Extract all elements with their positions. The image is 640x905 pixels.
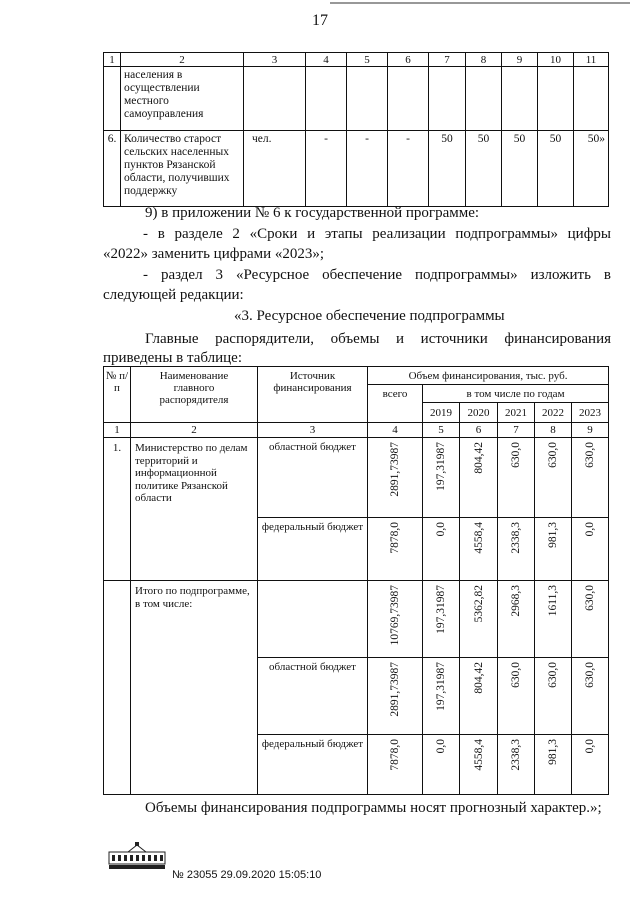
col-num: 9 (502, 53, 538, 67)
col-num: 3 (258, 423, 368, 438)
col-num: 3 (244, 53, 306, 67)
paragraph: приведены в таблице: (103, 350, 243, 366)
value-2023: 630,0 (584, 442, 597, 468)
document-registration-number: № 23055 29.09.2020 15:05:10 (172, 869, 322, 881)
value-2020: 804,42 (472, 442, 485, 474)
column-number-row (104, 423, 609, 438)
col-num: 1 (104, 53, 121, 67)
col-num: 11 (574, 53, 609, 67)
header-volume: Объем финансирования, тыс. руб. (368, 367, 609, 385)
value-total: 7878,0 (389, 739, 401, 771)
value-2022: 630,0 (547, 662, 559, 688)
value-cell: 50 (502, 131, 538, 207)
row-number: 6. (104, 131, 121, 207)
building-stamp-icon (108, 842, 166, 870)
value-2021: 2968,3 (510, 585, 522, 617)
paragraph: - в разделе 2 «Сроки и этапы реализации подпрограммы» цифры (143, 226, 611, 242)
value-2021: 2338,3 (510, 522, 522, 554)
distributor-name: Министерство по делам территорий и информационной политике Рязанской области (131, 438, 258, 581)
header-source: Источник финансирования (258, 367, 368, 423)
value-2021: 2338,3 (510, 739, 522, 771)
col-num: 8 (466, 53, 502, 67)
col-num: 5 (423, 423, 460, 438)
paragraph: - раздел 3 «Ресурсное обеспечение подпрограммы» изложить в (143, 267, 611, 283)
indicator-name: Количество старост сельских населенных пунктов Рязанской области, получивших поддержку (121, 131, 244, 207)
header-total: всего (368, 385, 423, 423)
col-num: 2 (131, 423, 258, 438)
indicators-table (103, 52, 609, 207)
col-num: 7 (498, 423, 535, 438)
value-cell: 50» (574, 131, 609, 207)
year-header: 2019 (423, 403, 460, 423)
paragraph: следующей редакции: (103, 287, 244, 303)
value-total: 7878,0 (389, 522, 401, 554)
value-2021: 630,0 (510, 662, 522, 688)
header-number: № п/п (104, 367, 131, 423)
paragraph: Главные распорядители, объемы и источники финансирования (145, 331, 611, 347)
value-2020: 5362,82 (472, 585, 485, 623)
col-num: 2 (121, 53, 244, 67)
col-num: 8 (535, 423, 572, 438)
value-total: 2891,73987 (389, 442, 401, 497)
value-2020: 804,42 (472, 662, 485, 694)
row-number: 1. (104, 438, 131, 581)
col-num: 6 (460, 423, 498, 438)
section-heading: «3. Ресурсное обеспечение подпрограммы (234, 308, 505, 324)
year-header: 2022 (535, 403, 572, 423)
value-cell: 50 (429, 131, 466, 207)
value-cell: - (306, 131, 347, 207)
table-row (104, 581, 609, 658)
value-2019: 0,0 (435, 739, 447, 754)
page-number: 17 (312, 12, 328, 29)
value-2019: 0,0 (435, 522, 447, 537)
table-row (104, 438, 609, 518)
value-2022: 981,3 (547, 522, 559, 548)
year-header: 2021 (498, 403, 535, 423)
value-2023: 630,0 (584, 585, 597, 611)
value-2019: 197,31987 (435, 442, 447, 491)
closing-paragraph: Объемы финансирования подпрограммы носят прогнозный характер.»; (145, 800, 602, 816)
header-row (104, 367, 609, 385)
header-distributor: Наименование главного распорядителя (131, 367, 258, 423)
value-2020: 4558,4 (472, 739, 485, 771)
source-regional: областной бюджет (258, 658, 368, 735)
value-2022: 630,0 (547, 442, 559, 468)
value-2021: 630,0 (510, 442, 522, 468)
table-row (104, 67, 609, 131)
value-2023: 0,0 (584, 522, 597, 537)
value-total: 2891,73987 (389, 662, 401, 717)
source-regional: областной бюджет (258, 438, 368, 518)
paragraph: «2022» заменить цифрами «2023»; (103, 246, 325, 262)
scan-artifact (330, 2, 630, 4)
year-header: 2023 (572, 403, 609, 423)
value-2022: 981,3 (547, 739, 559, 765)
col-num: 9 (572, 423, 609, 438)
value-cell: 50 (466, 131, 502, 207)
value-cell: - (388, 131, 429, 207)
col-num: 5 (347, 53, 388, 67)
col-num: 4 (306, 53, 347, 67)
value-2022: 1611,3 (547, 585, 559, 617)
indicator-name: населения в осуществлении местного самоуправления (121, 67, 244, 131)
value-cell: - (347, 131, 388, 207)
col-num: 1 (104, 423, 131, 438)
col-num: 10 (538, 53, 574, 67)
header-by-years: в том числе по годам (423, 385, 609, 403)
col-num: 6 (388, 53, 429, 67)
col-num: 7 (429, 53, 466, 67)
table-header-row (104, 53, 609, 67)
value-2023: 630,0 (584, 662, 597, 688)
unit: чел. (244, 131, 306, 207)
source-federal: федеральный бюджет (258, 518, 368, 581)
value-cell: 50 (538, 131, 574, 207)
funding-table (103, 366, 609, 795)
value-2019: 197,31987 (435, 662, 447, 711)
col-num: 4 (368, 423, 423, 438)
value-total: 10769,73987 (389, 585, 401, 646)
source-federal: федеральный бюджет (258, 735, 368, 795)
total-name: Итого по подпрограмме, в том числе: (131, 581, 258, 795)
value-2020: 4558,4 (472, 522, 485, 554)
table-row (104, 131, 609, 207)
value-2023: 0,0 (584, 739, 597, 754)
year-header: 2020 (460, 403, 498, 423)
paragraph: 9) в приложении № 6 к государственной программе: (145, 205, 480, 221)
value-2019: 197,31987 (435, 585, 447, 634)
